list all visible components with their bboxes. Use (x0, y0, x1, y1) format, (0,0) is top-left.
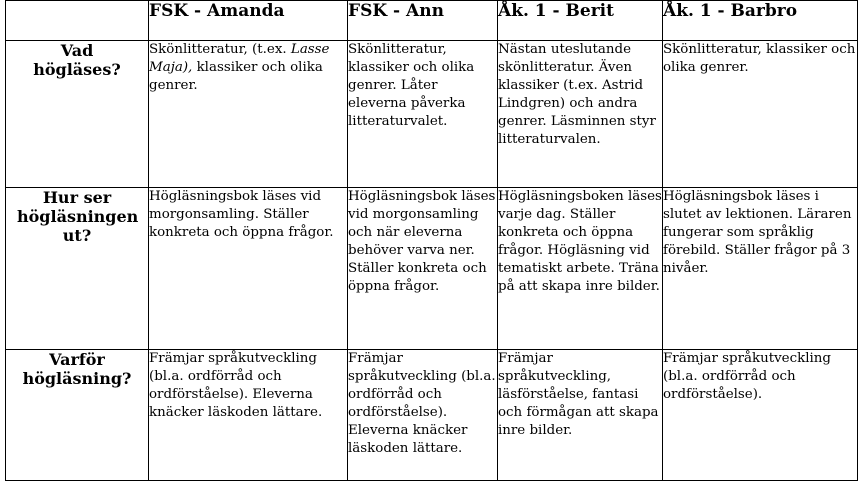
cell-text: Främjar språkutveckling (bl.a. ordförråd och ordförståelse). Eleverna knäcker läskoden lättare. (149, 351, 323, 420)
table-cell (498, 41, 663, 188)
cell-text-italic: Lasse Maja), (149, 42, 330, 75)
cell-text: Högläsningsboken läses varje dag. Ställer konkreta och öppna frågor. Högläsning vid tematiskt arbete. Träna på att skapa inre bilder. (498, 189, 662, 294)
cell-text: Högläsningsbok läses vid morgonsamling och när eleverna behöver varva ner. Ställer konkreta och öppna frågor. (348, 189, 496, 294)
comparison-table (5, 0, 858, 481)
cell-text: Skönlitteratur, (t.ex. (149, 42, 291, 57)
table-cell (498, 188, 663, 350)
corner-cell (6, 1, 149, 41)
row-header-varfor-hoglasning (6, 350, 149, 481)
table-cell (348, 41, 498, 188)
table-cell (663, 41, 858, 188)
table-cell (348, 188, 498, 350)
table-cell (663, 350, 858, 481)
table-cell (149, 350, 348, 481)
row-header-hur-ser-hoglasningen-ut (6, 188, 149, 350)
cell-text: Skönlitteratur, klassiker och olika genrer. (663, 42, 856, 75)
table-cell (498, 350, 663, 481)
column-header-ak1-barbro: Åk. 1 - Barbro (663, 1, 858, 41)
table-cell (149, 41, 348, 188)
column-header-fsk-ann: FSK - Ann (348, 1, 498, 41)
table-cell (348, 350, 498, 481)
cell-text: Främjar språkutveckling (bl.a. ordförråd och ordförståelse). Eleverna knäcker läskoden lättare. (348, 351, 496, 456)
cell-text: Nästan uteslutande skönlitteratur. Även klassiker (t.ex. Astrid Lindgren) och andra genrer. Läsminnen styr litteraturvalen. (498, 42, 656, 147)
row-header-label: Varför högläsning? (22, 350, 132, 388)
table-row (6, 41, 858, 188)
row-header-vad-hoglases (6, 41, 149, 188)
table-cell (149, 188, 348, 350)
column-header-fsk-amanda: FSK - Amanda (149, 1, 348, 41)
cell-text: Främjar språkutveckling, läsförståelse, fantasi och förmågan att skapa inre bilder. (498, 351, 659, 438)
row-header-label: Hur ser högläsningen ut? (17, 188, 139, 245)
cell-text: Högläsningsbok läses vid morgonsamling. Ställer konkreta och öppna frågor. (149, 189, 334, 240)
table-row (6, 188, 858, 350)
header-row (6, 1, 858, 41)
column-header-ak1-berit: Åk. 1 - Berit (498, 1, 663, 41)
table-row (6, 350, 858, 481)
cell-text: Skönlitteratur, klassiker och olika genrer. Låter eleverna påverka litteraturvalet. (348, 42, 475, 129)
cell-text: Främjar språkutveckling (bl.a. ordförråd och ordförståelse). (663, 351, 831, 402)
cell-text: Högläsningsbok läses i slutet av lektionen. Läraren fungerar som språklig förebild. Ställer frågor på 3 nivåer. (663, 189, 852, 276)
table-cell (663, 188, 858, 350)
row-header-label: Vad högläses? (33, 41, 121, 79)
cell-text: klassiker och olika genrer. (149, 60, 323, 93)
